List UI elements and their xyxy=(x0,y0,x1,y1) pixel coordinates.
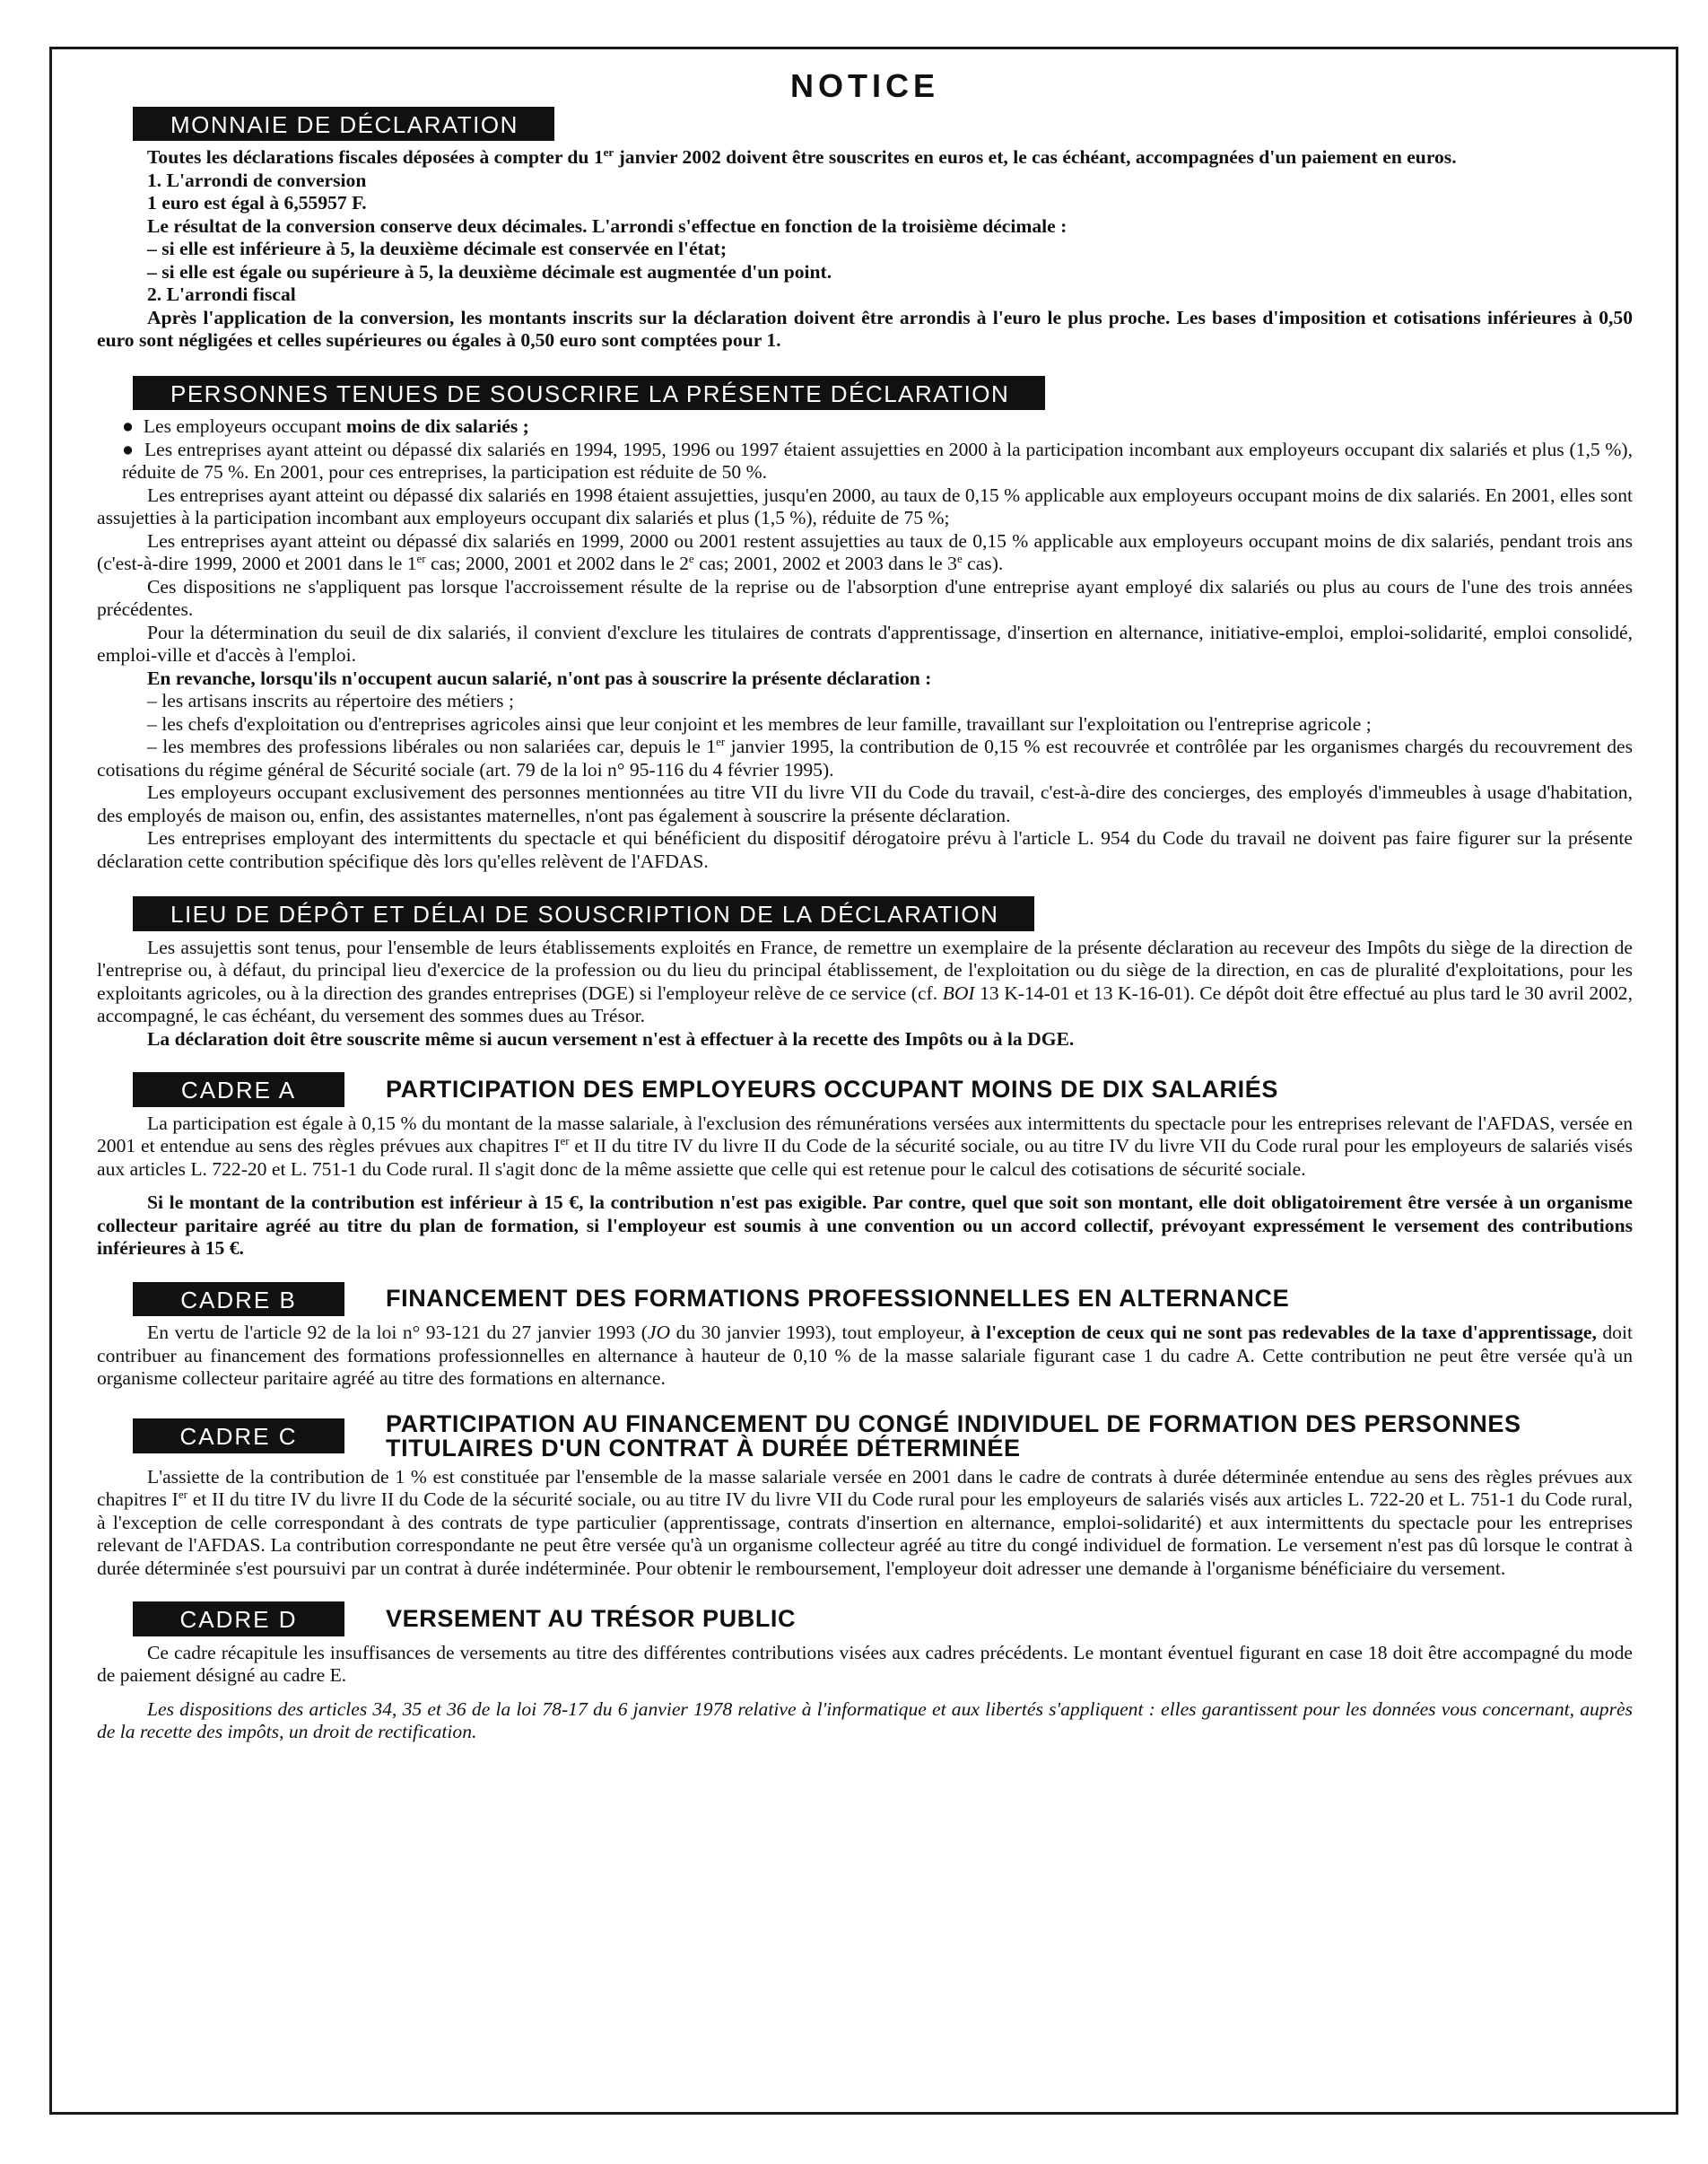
cadre-a-tag: CADRE A xyxy=(133,1072,344,1107)
cadre-b-title: FINANCEMENT DES FORMATIONS PROFESSIONNELLES EN ALTERNANCE xyxy=(386,1285,1290,1313)
monnaie-line: – si elle est inférieure à 5, la deuxième décimale est conservée en l'état; xyxy=(147,238,728,259)
monnaie-line: 2. L'arrondi fiscal xyxy=(147,284,296,305)
cadre-c-tag: CADRE C xyxy=(133,1418,344,1453)
cadre-d-title: VERSEMENT AU TRÉSOR PUBLIC xyxy=(386,1604,797,1632)
monnaie-line: 1. L'arrondi de conversion xyxy=(147,169,367,191)
monnaie-line: 1 euro est égal à 6,55957 F. xyxy=(147,192,367,214)
cadre-a-title: PARTICIPATION DES EMPLOYEURS OCCUPANT MOINS DE DIX SALARIÉS xyxy=(386,1075,1278,1103)
monnaie-line: Après l'application de la conversion, les montants inscrits sur la déclaration doivent être arrondis à l'euro le plus proche. Les bases d'imposition et cotisations inférieures à 0,50 euro sont négligées et celles supérieures ou égales à 0,50 euro sont comptées pour 1. xyxy=(97,306,1633,351)
paragraph: La participation est égale à 0,15 % du montant de la masse salariale, à l'exclusion des rémunérations versées aux intermittents du spectacle pour les entreprises relevant de l'AFDAS, versée en 2001 et entendue au sens des règles prévues aux chapitres Ier et II du titre IV du livre II du Code de la sécurité sociale, ou au titre IV du livre VII du Code rural pour les employeurs de salariés visés aux articles L. 722-20 et L. 751-1 du Code rural. Il s'agit donc de la même assiette que celle qui est retenue pour le calcul des cotisations de sécurité sociale. xyxy=(97,1112,1634,1180)
paragraph: Les entreprises ayant atteint ou dépassé dix salariés en 1998 étaient assujetties, jusqu'en 2000, au taux de 0,15 % applicable aux employeurs occupant moins de dix salariés. En 2001, elles sont assujetties à la participation incombant aux employeurs occupant dix salariés et plus (1,5 %), réduite de 75 %; xyxy=(97,484,1633,528)
monnaie-intro: Toutes les déclarations fiscales déposées à compter du 1er janvier 2002 doivent être souscrites en euros et, le cas échéant, accompagnées d'un paiement en euros. xyxy=(147,144,1457,168)
paragraph: Pour la détermination du seuil de dix salariés, il convient d'exclure les titulaires de contrats d'apprentissage, d'insertion en alternance, initiative-emploi, emploi-solidarité, emploi consolidé, emploi-ville et d'accès à l'emploi. xyxy=(97,621,1633,666)
monnaie-line: Le résultat de la conversion conserve deux décimales. L'arrondi s'effectue en fonction de la troisième décimale : xyxy=(147,214,1068,237)
paragraph-emphasis: La déclaration doit être souscrite même si aucun versement n'est à effectuer à la recette des Impôts ou à la DGE. xyxy=(147,1027,1075,1050)
paragraph: Ce cadre récapitule les insuffisances de versements au titre des différentes contributions visées aux cadres précédents. Le montant éventuel figurant en case 18 doit être accompagné du mode de paiement désigné au cadre E. xyxy=(97,1641,1633,1686)
legal-footnote: Les dispositions des articles 34, 35 et 36 de la loi 78-17 du 6 janvier 1978 relative à l'informatique et aux libertés s'appliquent : elles garantissent pour les données vous concernant, auprès de la recette des impôts, un droit de rectification. xyxy=(97,1697,1633,1742)
section-heading-monnaie: MONNAIE DE DÉCLARATION xyxy=(133,107,554,142)
cadre-c-title: PARTICIPATION AU FINANCEMENT DU CONGÉ INDIVIDUEL DE FORMATION DES PERSONNES TITULAIRES D'UN CONTRAT À DURÉE DÉTERMINÉE xyxy=(386,1409,1521,1462)
page-title: NOTICE xyxy=(789,67,939,104)
dash-item: – les chefs d'exploitation ou d'entreprises agricoles ainsi que leur conjoint et les membres de leur famille, travaillant sur l'exploitation ou l'entreprise agricole ; xyxy=(147,712,1372,735)
bullet-item: ● Les entreprises ayant atteint ou dépassé dix salariés en 1994, 1995, 1996 ou 1997 étaient assujetties en 2000 à la participation incombant aux employeurs occupant dix salariés et plus (1,5 %), réduite de 75 %. En 2001, pour ces entreprises, la participation est réduite de 50 %. xyxy=(122,438,1634,483)
notice-frame xyxy=(49,47,1678,2115)
cadre-a-header xyxy=(133,1072,1633,1107)
paragraph: Les employeurs occupant exclusivement des personnes mentionnées au titre VII du livre VII du Code du travail, c'est-à-dire des concierges, des employés d'immeubles à usage d'habitation, des employés de maison ou, enfin, des assistantes maternelles, n'ont pas également à souscrire la présente déclaration. xyxy=(97,781,1633,826)
dash-item: – les membres des professions libérales ou non salariées car, depuis le 1er janvier 1995, la contribution de 0,15 % est recouvrée et contrôlée par les organismes chargés du recouvrement des cotisations du régime général de Sécurité sociale (art. 79 de la loi n° 95-116 du 4 février 1995). xyxy=(97,734,1633,781)
dash-item: – les artisans inscrits au répertoire des métiers ; xyxy=(147,690,514,711)
monnaie-body xyxy=(97,146,1633,353)
paragraph-emphasis: En revanche, lorsqu'ils n'occupent aucun salarié, n'ont pas à souscrire la présente déclaration : xyxy=(147,667,932,689)
paragraph: En vertu de l'article 92 de la loi n° 93-121 du 27 janvier 1993 (JO du 30 janvier 1993), tout employeur, à l'exception de ceux qui ne sont pas redevables de la taxe d'apprentissage, doit contribuer au financement des formations professionnelles en alternance à hauteur de 0,10 % de la masse salariale figurant case 1 du cadre A. Cette contribution ne peut être versée qu'à un organisme collecteur paritaire agréé au titre des formations en alternance. xyxy=(97,1322,1633,1389)
paragraph: Les entreprises ayant atteint ou dépassé dix salariés en 1999, 2000 ou 2001 restent assujetties au taux de 0,15 % applicable aux employeurs occupant moins de dix salariés, pendant trois ans (c'est-à-dire 1999, 2000 et 2001 dans le 1er cas; 2000, 2001 et 2002 dans le 2e cas; 2001, 2002 et 2003 dans le 3e cas). xyxy=(97,529,1633,574)
paragraph: Les assujettis sont tenus, pour l'ensemble de leurs établissements exploités en France, de remettre un exemplaire de la présente déclaration au receveur des Impôts du siège de la direction de l'entreprise ou, à défaut, du principal lieu d'exercice de la profession ou du lieu du principal établissement, de l'exploitation ou du siège de la direction, en cas de pluralité d'exploitations, pour les exploitants agricoles, ou à la direction des grandes entreprises (DGE) si l'employeur relève de ce service (cf. BOI 13 K-14-01 et 13 K-16-01). Ce dépôt doit être effectué au plus tard le 30 avril 2002, accompagné, le cas échéant, du versement des sommes dues au Trésor. xyxy=(97,936,1633,1026)
bullet-item: ● Les employeurs occupant moins de dix salariés ; xyxy=(122,415,529,437)
monnaie-line: – si elle est égale ou supérieure à 5, la deuxième décimale est augmentée d'un point. xyxy=(147,260,832,283)
cadre-c-header xyxy=(133,1409,1633,1462)
cadre-b-header xyxy=(133,1282,1633,1317)
cadre-d-header xyxy=(133,1601,1633,1636)
section-heading-lieu: LIEU DE DÉPÔT ET DÉLAI DE SOUSCRIPTION DE LA DÉCLARATION xyxy=(133,896,1034,931)
paragraph-emphasis: Si le montant de la contribution est inférieur à 15 €, la contribution n'est pas exigible. Par contre, quel que soit son montant, elle doit obligatoirement être versée à un organisme collecteur paritaire agréé au titre du plan de formation, si l'employeur est soumis à une convention ou un accord collectif, prévoyant expressément le versement des contributions inférieures à 15 €. xyxy=(97,1191,1633,1259)
paragraph: Les entreprises employant des intermittents du spectacle et qui bénéficient du dispositif dérogatoire prévu à l'article L. 954 du Code du travail ne doivent pas faire figurer sur la présente déclaration cette contribution spécifique dès lors qu'elles relèvent de l'AFDAS. xyxy=(97,827,1633,872)
section-heading-personnes: PERSONNES TENUES DE SOUSCRIRE LA PRÉSENTE DÉCLARATION xyxy=(133,376,1045,411)
cadre-b-tag: CADRE B xyxy=(133,1282,344,1317)
paragraph: L'assiette de la contribution de 1 % est constituée par l'ensemble de la masse salariale versée en 2001 dans le cadre de contrats à durée déterminée entendue au sens des règles prévues aux chapitres Ier et II du titre IV du livre II du Code de la sécurité sociale, ou au titre IV du livre VII du Code rural pour les employeurs de salariés visés aux articles L. 722-20 et L. 751-1 du Code rural, à l'exception de celle correspondant à des contrats de type particulier (apprentissage, contrats d'insertion en alternance, emploi-solidarité) et aux intermittents du spectacle pour les entreprises relevant de l'AFDAS. La contribution correspondante ne peut être versée qu'à un organisme collecteur agréé au titre du congé individuel de formation. Le versement n'est pas dû lorsque le contrat à durée déterminée s'est poursuivi par un contrat à durée indéterminée. Pour obtenir le remboursement, l'employeur doit adresser une demande à l'organisme bénéficiaire du versement. xyxy=(97,1465,1634,1579)
cadre-d-tag: CADRE D xyxy=(133,1601,344,1636)
paragraph: Ces dispositions ne s'appliquent pas lorsque l'accroissement résulte de la reprise ou de l'absorption d'une entreprise ayant employé dix salariés ou plus au cours de l'une des trois années précédentes. xyxy=(97,575,1633,620)
